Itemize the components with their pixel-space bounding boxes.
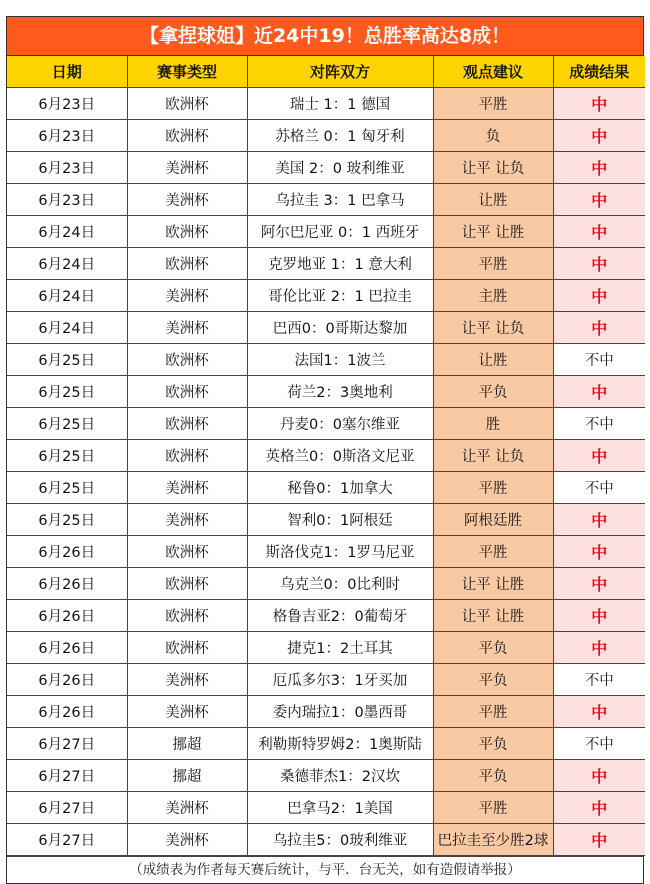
cell-result: 中 — [553, 216, 645, 248]
cell-date: 6月23日 — [7, 152, 127, 184]
cell-match: 格鲁吉亚2：0葡萄牙 — [247, 600, 433, 632]
cell-type: 欧洲杯 — [127, 600, 247, 632]
table-row — [7, 344, 645, 376]
cell-result: 中 — [553, 440, 645, 472]
cell-match: 利勒斯特罗姆2：1奥斯陆 — [247, 728, 433, 760]
table-row — [7, 728, 645, 760]
table-row — [7, 312, 645, 344]
cell-result: 中 — [553, 248, 645, 280]
table-row — [7, 696, 645, 728]
cell-match: 荷兰2：3奥地利 — [247, 376, 433, 408]
cell-result: 中 — [553, 600, 645, 632]
table-row — [7, 216, 645, 248]
cell-date: 6月26日 — [7, 664, 127, 696]
cell-result: 中 — [553, 376, 645, 408]
cell-date: 6月26日 — [7, 696, 127, 728]
cell-type: 美洲杯 — [127, 280, 247, 312]
cell-advice: 平负 — [433, 632, 553, 664]
cell-advice: 让胜 — [433, 184, 553, 216]
cell-date: 6月23日 — [7, 120, 127, 152]
header-date: 日期 — [7, 56, 127, 88]
cell-type: 欧洲杯 — [127, 376, 247, 408]
cell-date: 6月27日 — [7, 792, 127, 824]
cell-result: 中 — [553, 312, 645, 344]
cell-type: 欧洲杯 — [127, 216, 247, 248]
cell-result: 中 — [553, 120, 645, 152]
cell-type: 美洲杯 — [127, 504, 247, 536]
footer-note: （成绩表为作者每天赛后统计，与平．台无关，如有造假请举报） — [7, 856, 643, 883]
cell-type: 欧洲杯 — [127, 440, 247, 472]
cell-advice: 平胜 — [433, 792, 553, 824]
cell-type: 欧洲杯 — [127, 88, 247, 120]
cell-match: 英格兰0：0斯洛文尼亚 — [247, 440, 433, 472]
table-row — [7, 120, 645, 152]
cell-match: 乌拉圭 3：1 巴拿马 — [247, 184, 433, 216]
cell-result: 中 — [553, 760, 645, 792]
cell-result: 中 — [553, 88, 645, 120]
table-row — [7, 376, 645, 408]
cell-date: 6月27日 — [7, 824, 127, 856]
cell-type: 欧洲杯 — [127, 120, 247, 152]
cell-advice: 平胜 — [433, 472, 553, 504]
cell-result: 中 — [553, 152, 645, 184]
header-advice: 观点建议 — [433, 56, 553, 88]
cell-advice: 平负 — [433, 376, 553, 408]
cell-match: 秘鲁0：1加拿大 — [247, 472, 433, 504]
cell-date: 6月25日 — [7, 504, 127, 536]
table-row — [7, 536, 645, 568]
cell-match: 法国1：1波兰 — [247, 344, 433, 376]
cell-match: 捷克1：2土耳其 — [247, 632, 433, 664]
table-row — [7, 824, 645, 856]
cell-date: 6月24日 — [7, 216, 127, 248]
cell-date: 6月26日 — [7, 632, 127, 664]
cell-result: 中 — [553, 632, 645, 664]
cell-date: 6月26日 — [7, 568, 127, 600]
header-match: 对阵双方 — [247, 56, 433, 88]
table-row — [7, 664, 645, 696]
cell-match: 智利0：1阿根廷 — [247, 504, 433, 536]
cell-advice: 让平 让负 — [433, 312, 553, 344]
cell-advice: 平胜 — [433, 536, 553, 568]
table-row — [7, 568, 645, 600]
cell-result: 中 — [553, 536, 645, 568]
cell-date: 6月26日 — [7, 536, 127, 568]
cell-advice: 让胜 — [433, 344, 553, 376]
cell-date: 6月25日 — [7, 344, 127, 376]
header-row — [7, 56, 645, 88]
cell-match: 斯洛伐克1：1罗马尼亚 — [247, 536, 433, 568]
cell-date: 6月23日 — [7, 88, 127, 120]
cell-result: 不中 — [553, 344, 645, 376]
cell-match: 乌拉圭5：0玻利维亚 — [247, 824, 433, 856]
cell-type: 美洲杯 — [127, 824, 247, 856]
table-row — [7, 472, 645, 504]
cell-date: 6月27日 — [7, 760, 127, 792]
cell-result: 不中 — [553, 408, 645, 440]
table-row — [7, 184, 645, 216]
cell-advice: 负 — [433, 120, 553, 152]
cell-date: 6月25日 — [7, 440, 127, 472]
cell-match: 克罗地亚 1：1 意大利 — [247, 248, 433, 280]
cell-type: 美洲杯 — [127, 472, 247, 504]
header-type: 赛事类型 — [127, 56, 247, 88]
cell-type: 美洲杯 — [127, 152, 247, 184]
cell-type: 美洲杯 — [127, 312, 247, 344]
cell-result: 中 — [553, 696, 645, 728]
cell-date: 6月24日 — [7, 312, 127, 344]
cell-result: 不中 — [553, 472, 645, 504]
table-row — [7, 408, 645, 440]
sheet-title: 【拿捏球姐】近24中19！总胜率高达8成！ — [7, 17, 643, 56]
cell-advice: 平负 — [433, 728, 553, 760]
results-table — [7, 56, 645, 856]
cell-date: 6月23日 — [7, 184, 127, 216]
cell-result: 不中 — [553, 728, 645, 760]
cell-match: 丹麦0：0塞尔维亚 — [247, 408, 433, 440]
cell-advice: 平胜 — [433, 696, 553, 728]
cell-advice: 让平 让负 — [433, 152, 553, 184]
cell-match: 美国 2：0 玻利维亚 — [247, 152, 433, 184]
table-row — [7, 440, 645, 472]
cell-match: 瑞士 1：1 德国 — [247, 88, 433, 120]
cell-match: 巴西0：0哥斯达黎加 — [247, 312, 433, 344]
cell-date: 6月26日 — [7, 600, 127, 632]
cell-advice: 平胜 — [433, 88, 553, 120]
cell-date: 6月24日 — [7, 280, 127, 312]
table-row — [7, 504, 645, 536]
results-sheet — [6, 16, 644, 884]
cell-match: 桑德菲杰1：2汉坎 — [247, 760, 433, 792]
cell-result: 不中 — [553, 664, 645, 696]
cell-result: 中 — [553, 792, 645, 824]
cell-result: 中 — [553, 280, 645, 312]
cell-type: 欧洲杯 — [127, 344, 247, 376]
cell-date: 6月24日 — [7, 248, 127, 280]
cell-result: 中 — [553, 504, 645, 536]
cell-match: 哥伦比亚 2：1 巴拉圭 — [247, 280, 433, 312]
cell-type: 美洲杯 — [127, 696, 247, 728]
table-row — [7, 792, 645, 824]
cell-advice: 让平 让胜 — [433, 600, 553, 632]
header-result: 成绩结果 — [553, 56, 645, 88]
table-row — [7, 600, 645, 632]
cell-advice: 平胜 — [433, 248, 553, 280]
cell-advice: 平负 — [433, 760, 553, 792]
cell-type: 欧洲杯 — [127, 568, 247, 600]
cell-advice: 让平 让胜 — [433, 568, 553, 600]
table-row — [7, 248, 645, 280]
cell-type: 欧洲杯 — [127, 632, 247, 664]
cell-type: 欧洲杯 — [127, 536, 247, 568]
cell-advice: 平负 — [433, 664, 553, 696]
cell-type: 美洲杯 — [127, 184, 247, 216]
cell-advice: 巴拉圭至少胜2球 — [433, 824, 553, 856]
cell-match: 厄瓜多尔3：1牙买加 — [247, 664, 433, 696]
cell-date: 6月27日 — [7, 728, 127, 760]
cell-advice: 让平 让胜 — [433, 216, 553, 248]
cell-date: 6月25日 — [7, 472, 127, 504]
cell-match: 乌克兰0：0比利时 — [247, 568, 433, 600]
cell-advice: 胜 — [433, 408, 553, 440]
cell-match: 委内瑞拉1：0墨西哥 — [247, 696, 433, 728]
cell-type: 欧洲杯 — [127, 248, 247, 280]
cell-match: 阿尔巴尼亚 0：1 西班牙 — [247, 216, 433, 248]
table-row — [7, 632, 645, 664]
cell-advice: 阿根廷胜 — [433, 504, 553, 536]
cell-advice: 让平 让负 — [433, 440, 553, 472]
table-row — [7, 152, 645, 184]
cell-match: 巴拿马2：1美国 — [247, 792, 433, 824]
table-row — [7, 88, 645, 120]
cell-match: 苏格兰 0：1 匈牙利 — [247, 120, 433, 152]
cell-type: 美洲杯 — [127, 664, 247, 696]
cell-type: 挪超 — [127, 728, 247, 760]
cell-type: 挪超 — [127, 760, 247, 792]
cell-advice: 主胜 — [433, 280, 553, 312]
table-row — [7, 760, 645, 792]
cell-date: 6月25日 — [7, 376, 127, 408]
table-row — [7, 280, 645, 312]
cell-date: 6月25日 — [7, 408, 127, 440]
cell-result: 中 — [553, 184, 645, 216]
cell-type: 美洲杯 — [127, 792, 247, 824]
cell-result: 中 — [553, 568, 645, 600]
cell-result: 中 — [553, 824, 645, 856]
cell-type: 欧洲杯 — [127, 408, 247, 440]
